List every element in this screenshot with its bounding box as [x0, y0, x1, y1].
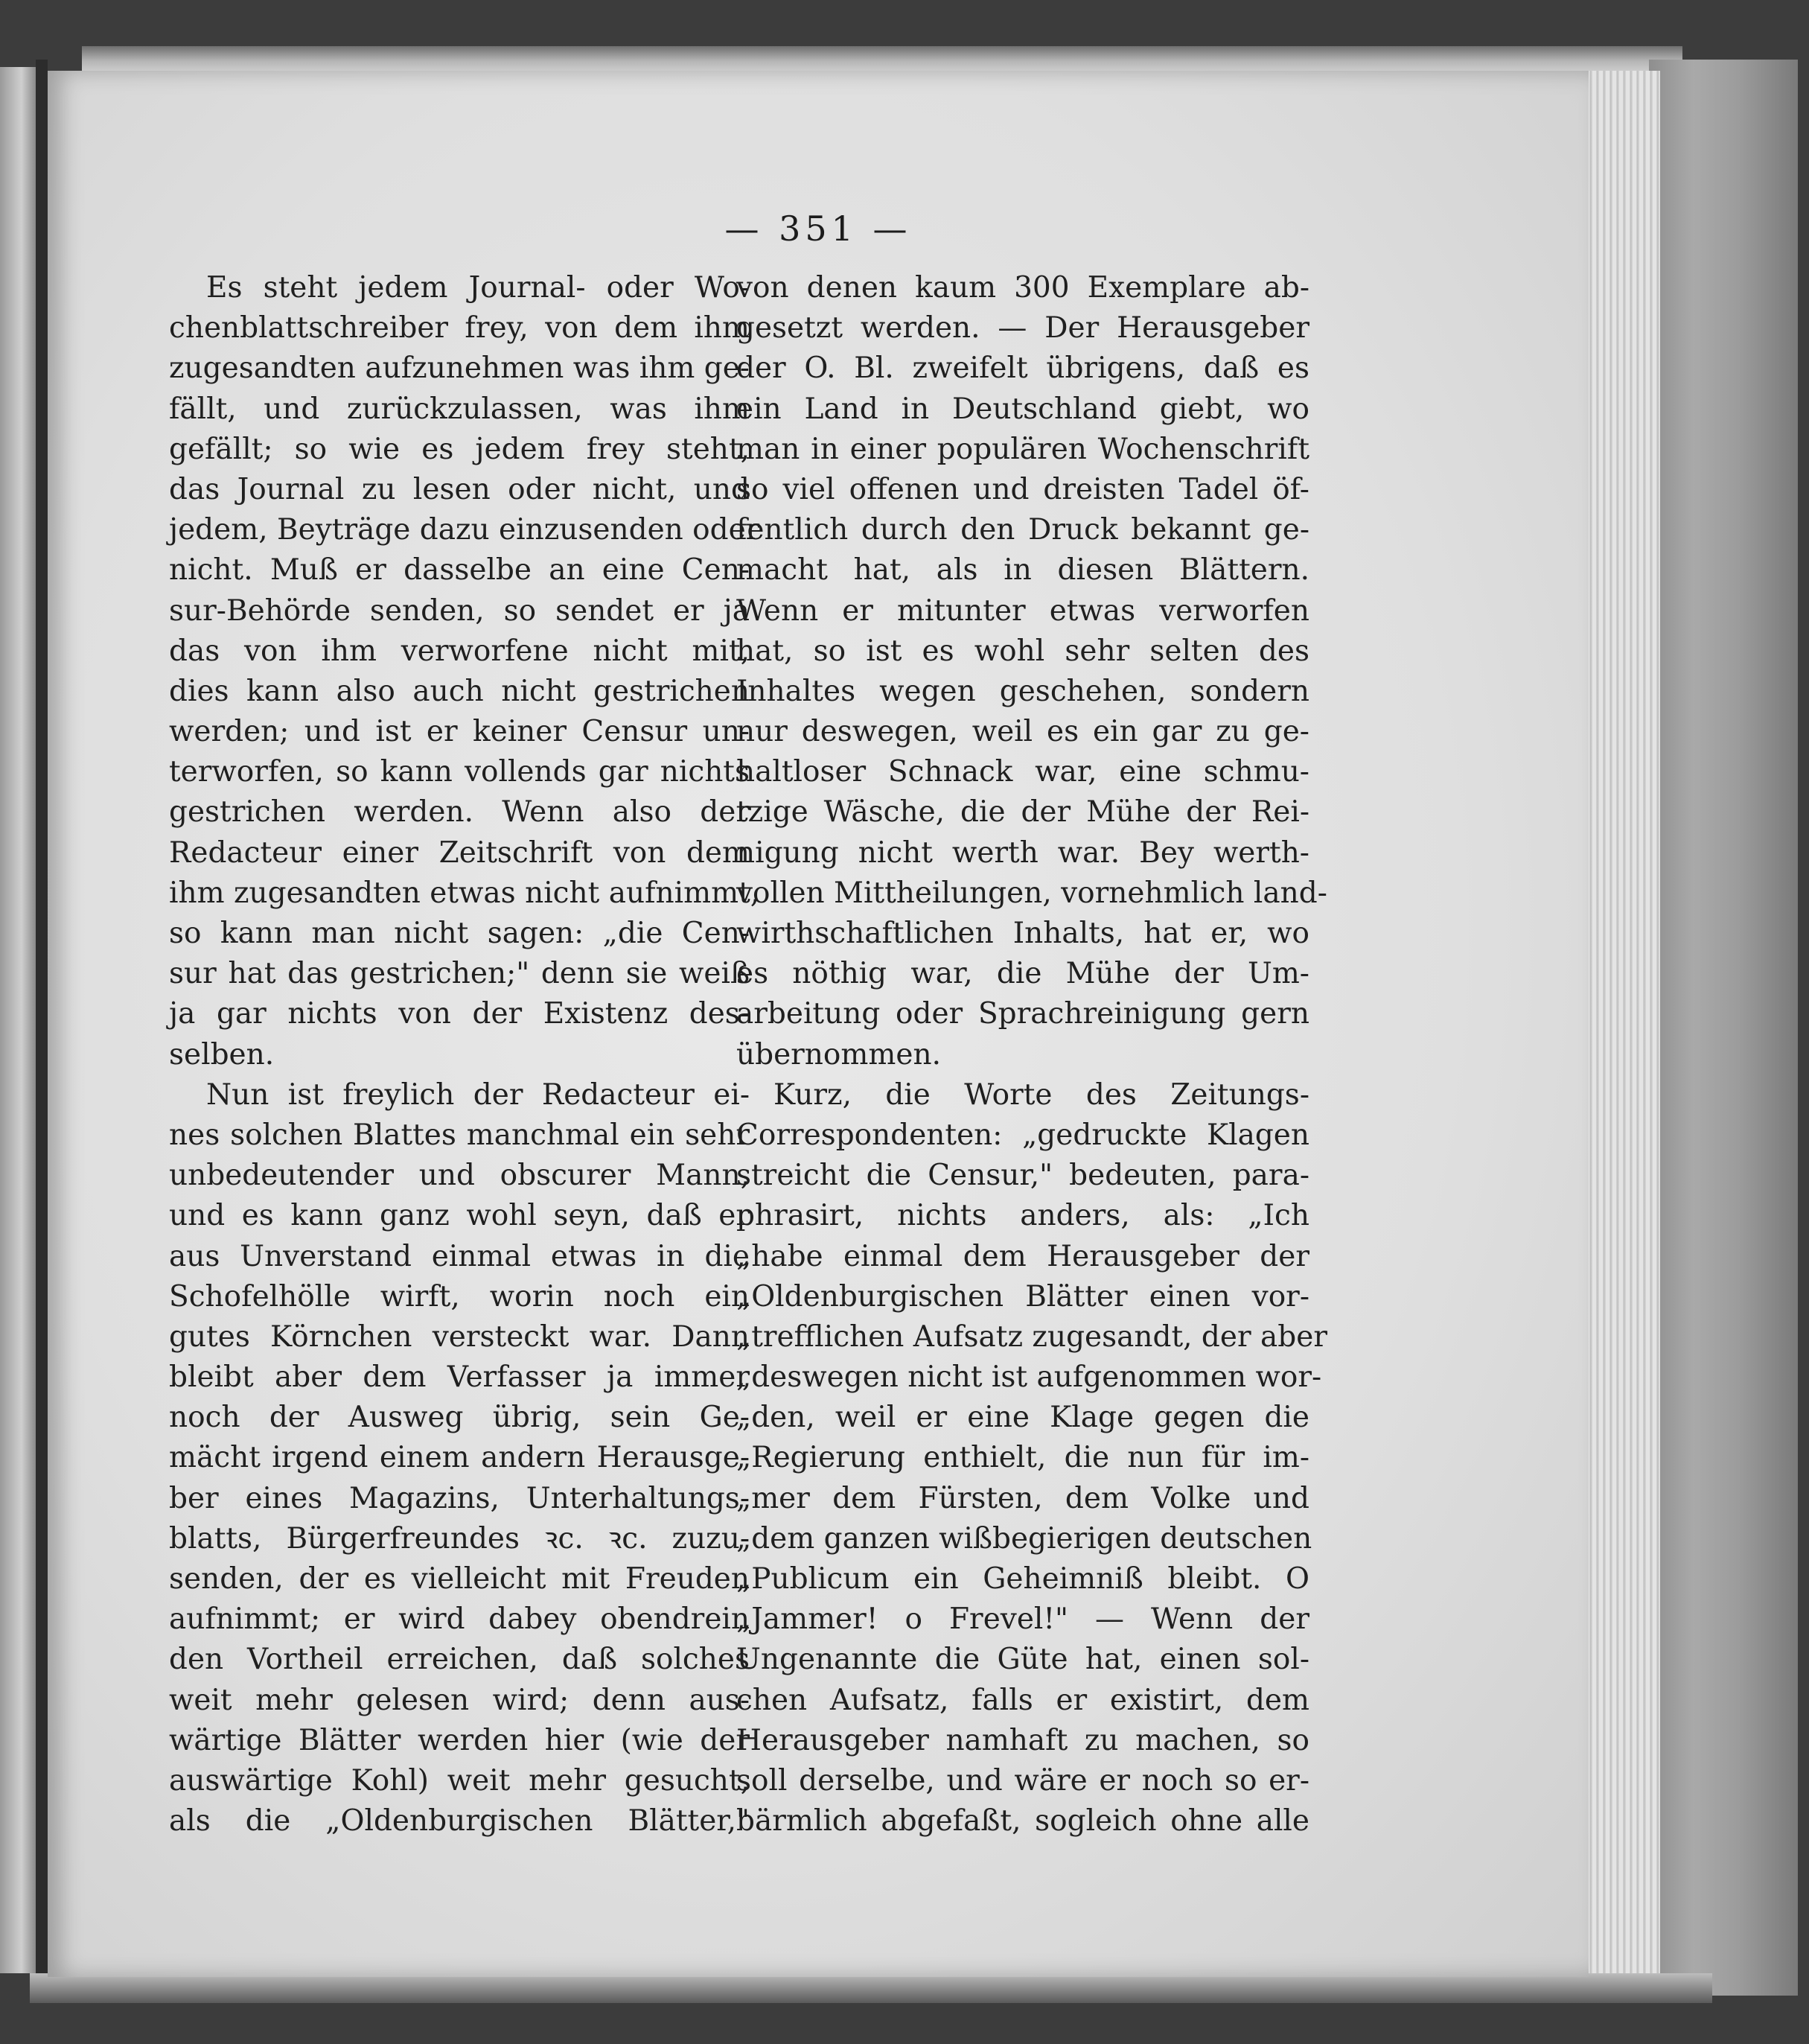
- text-line: gesetzt werden. — Der Herausgeber: [736, 311, 1309, 346]
- text-line: sur hat das gestrichen;" denn sie weiß: [169, 957, 750, 991]
- text-line: chenblattschreiber frey, von dem ihm: [169, 311, 750, 346]
- text-line: „habe einmal dem Herausgeber der: [736, 1239, 1309, 1273]
- text-line: wärtige Blätter werden hier (wie der: [169, 1723, 750, 1757]
- text-line: bleibt aber dem Verfasser ja immer: [169, 1360, 750, 1395]
- text-line: Es steht jedem Journal- oder Wo-: [206, 271, 750, 305]
- text-line: tzige Wäsche, die der Mühe der Rei-: [736, 795, 1309, 830]
- text-line: und es kann ganz wohl seyn, daß er: [169, 1199, 750, 1233]
- text-line: bärmlich abgefaßt, sogleich ohne alle: [736, 1804, 1309, 1838]
- text-line: auswärtige Kohl) weit mehr gesucht,: [169, 1763, 750, 1798]
- text-line: nicht. Muß er dasselbe an eine Cen-: [169, 553, 750, 588]
- text-line: „mer dem Fürsten, dem Volke und: [736, 1481, 1309, 1515]
- text-line: senden, der es vielleicht mit Freuden: [169, 1562, 750, 1596]
- text-line: nur deswegen, weil es ein gar zu ge-: [736, 715, 1309, 749]
- text-line: so kann man nicht sagen: „die Cen-: [169, 917, 750, 950]
- text-line: werden; und ist er keiner Censur un-: [169, 715, 750, 749]
- text-line: fällt, und zurückzulassen, was ihm: [169, 392, 750, 426]
- text-line: „Publicum ein Geheimniß bleibt. O: [736, 1562, 1309, 1596]
- text-line: gutes Körnchen versteckt war. Dann: [169, 1319, 750, 1354]
- text-line: noch der Ausweg übrig, sein Ge-: [169, 1401, 750, 1435]
- text-line: Correspondenten: „gedruckte Klagen: [736, 1118, 1309, 1152]
- text-line: Kurz, die Worte des Zeitungs-: [773, 1077, 1309, 1112]
- page-number: — 351 —: [724, 208, 912, 249]
- text-line: haltloser Schnack war, eine schmu-: [736, 755, 1309, 789]
- text-line: Redacteur einer Zeitschrift von dem: [169, 835, 750, 870]
- book-gutter: [36, 60, 48, 1988]
- text-line: Ungenannte die Güte hat, einen sol-: [736, 1643, 1309, 1677]
- text-line: „Oldenburgischen Blätter einen vor-: [736, 1279, 1309, 1314]
- text-line: „Jammer! o Frevel!" — Wenn der: [736, 1602, 1309, 1637]
- text-line: ja gar nichts von der Existenz des-: [169, 997, 750, 1031]
- text-line: man in einer populären Wochenschrift: [736, 432, 1309, 466]
- text-line: macht hat, als in diesen Blättern.: [736, 553, 1309, 588]
- text-column-right: [736, 268, 1327, 1841]
- text-line: gefällt; so wie es jedem frey steht,: [169, 432, 750, 466]
- text-line: von denen kaum 300 Exemplare ab-: [736, 271, 1309, 305]
- text-line: sur-Behörde senden, so sendet er ja: [169, 593, 750, 628]
- text-line: „Regierung enthielt, die nun für im-: [736, 1441, 1309, 1475]
- text-line: blatts, Bürgerfreundes ꝛc. ꝛc. zuzu-: [169, 1521, 750, 1556]
- text-line: weit mehr gelesen wird; denn aus-: [169, 1683, 750, 1717]
- text-line: ber eines Magazins, Unterhaltungs-: [169, 1481, 750, 1515]
- text-line: das Journal zu lesen oder nicht, und: [169, 472, 750, 506]
- text-line: vollen Mittheilungen, vornehmlich land-: [736, 876, 1327, 910]
- text-line: chen Aufsatz, falls er existirt, dem: [736, 1683, 1309, 1717]
- text-line: der O. Bl. zweifelt übrigens, daß es: [736, 351, 1309, 386]
- text-line: nigung nicht werth war. Bey werth-: [736, 835, 1309, 870]
- text-line: aus Unverstand einmal etwas in die: [169, 1239, 750, 1273]
- text-line: so viel offenen und dreisten Tadel öf-: [736, 472, 1309, 506]
- text-line: arbeitung oder Sprachreinigung gern: [736, 997, 1309, 1031]
- text-line: den Vortheil erreichen, daß solches: [169, 1643, 750, 1677]
- text-line: phrasirt, nichts anders, als: „Ich: [736, 1199, 1309, 1233]
- text-line: mächt irgend einem andern Herausge-: [169, 1441, 750, 1475]
- text-line: „den, weil er eine Klage gegen die: [736, 1401, 1309, 1435]
- text-line: „dem ganzen wißbegierigen deutschen: [736, 1521, 1312, 1556]
- book-bottom-edge: [30, 1973, 1712, 2003]
- book-cover-board: [1649, 60, 1798, 1996]
- text-line: Schofelhölle wirft, worin noch ein: [169, 1279, 750, 1314]
- text-line: ihm zugesandten etwas nicht aufnimmt,: [169, 876, 760, 910]
- text-line: Wenn er mitunter etwas verworfen: [736, 593, 1309, 628]
- text-line: wirthschaftlichen Inhalts, hat er, wo: [736, 917, 1309, 950]
- text-line: Herausgeber namhaft zu machen, so: [736, 1723, 1309, 1757]
- text-line: aufnimmt; er wird dabey obendrein: [169, 1602, 750, 1637]
- text-column-left: [169, 268, 760, 1841]
- book-page: [48, 71, 1589, 1977]
- text-line: das von ihm verworfene nicht mit,: [169, 634, 750, 668]
- text-line: als die „Oldenburgischen Blätter,": [169, 1804, 750, 1838]
- text-line: gestrichen werden. Wenn also der: [169, 795, 750, 830]
- page-edges: [1586, 71, 1660, 1977]
- text-line: übernommen.: [736, 1037, 941, 1072]
- text-line: terworfen, so kann vollends gar nichts: [169, 755, 750, 789]
- text-line: Inhaltes wegen geschehen, sondern: [736, 674, 1309, 708]
- text-line: soll derselbe, und wäre er noch so er-: [736, 1763, 1309, 1798]
- text-line: hat, so ist es wohl sehr selten des: [736, 634, 1309, 668]
- facing-page-edge: [0, 67, 36, 1973]
- text-line: unbedeutender und obscurer Mann,: [169, 1159, 750, 1193]
- text-line: dies kann also auch nicht gestrichen: [169, 674, 750, 708]
- text-line: es nöthig war, die Mühe der Um-: [736, 957, 1309, 991]
- text-line: selben.: [169, 1037, 275, 1072]
- text-line: zugesandten aufzunehmen was ihm ge-: [169, 351, 750, 386]
- text-line: nes solchen Blattes manchmal ein sehr: [169, 1118, 750, 1152]
- text-line: jedem, Beyträge dazu einzusenden oder: [169, 513, 760, 547]
- text-line: „deswegen nicht ist aufgenommen wor-: [736, 1360, 1322, 1395]
- text-line: fentlich durch den Druck bekannt ge-: [736, 513, 1309, 547]
- text-line: streicht die Censur," bedeuten, para-: [736, 1159, 1309, 1193]
- text-line: „trefflichen Aufsatz zugesandt, der aber: [736, 1319, 1327, 1354]
- text-line: Nun ist freylich der Redacteur ei-: [206, 1077, 750, 1112]
- text-line: ein Land in Deutschland giebt, wo: [736, 392, 1309, 426]
